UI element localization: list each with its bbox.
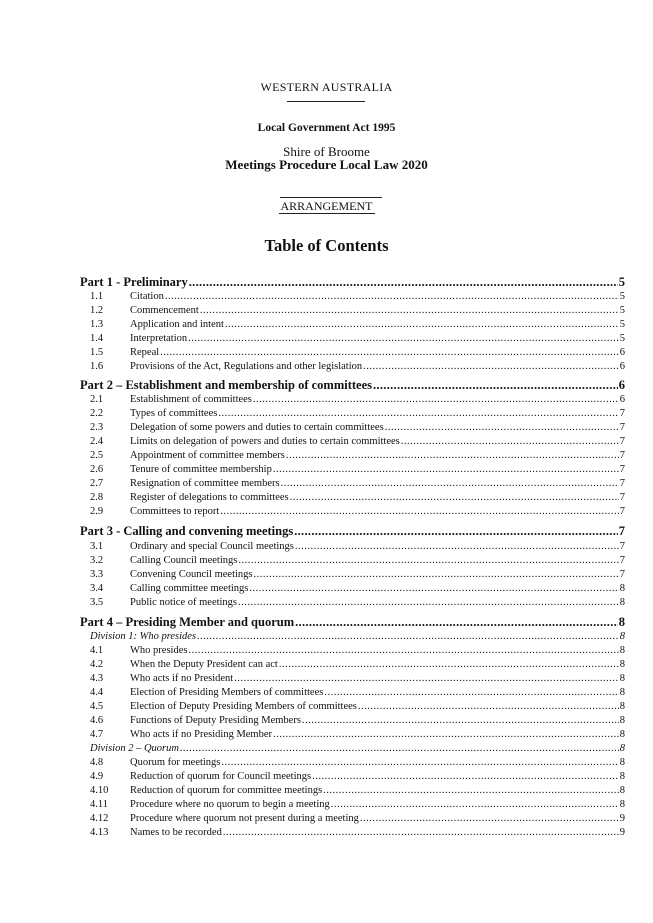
- dot-leader: [160, 347, 619, 358]
- toc-entry-title: Who acts if no President: [130, 673, 234, 684]
- toc-entry-number: 4.3: [90, 673, 104, 684]
- toc-entry-title: Election of Presiding Members of committees: [130, 687, 324, 698]
- toc-page-number: 5: [619, 291, 625, 302]
- toc-page-number: 8: [619, 659, 625, 670]
- toc-section-entry[interactable]: [80, 305, 625, 316]
- toc-page-number: 7: [618, 524, 625, 538]
- toc-section-entry[interactable]: [80, 827, 625, 838]
- toc-page-number: 7: [619, 492, 625, 503]
- toc-section-entry[interactable]: [80, 715, 625, 726]
- toc-entry-title: Quorum for meetings: [130, 757, 221, 768]
- dot-leader: [331, 799, 619, 810]
- dot-leader: [238, 555, 618, 566]
- toc-section-entry[interactable]: [80, 813, 625, 824]
- toc-page-number: 8: [619, 597, 625, 608]
- dot-leader: [189, 275, 618, 290]
- toc-section-entry[interactable]: [80, 687, 625, 698]
- dot-leader: [295, 541, 619, 552]
- toc-section-entry[interactable]: [80, 506, 625, 517]
- toc-entry-number: 3.2: [90, 555, 104, 566]
- toc-entry-title: Calling committee meetings: [130, 583, 249, 594]
- toc-section-entry[interactable]: [80, 569, 625, 580]
- toc-entry-number: 2.9: [90, 506, 104, 517]
- arrangement-heading: ARRANGEMENT: [280, 199, 373, 213]
- toc-part-entry[interactable]: [80, 275, 625, 290]
- dot-leader: [385, 422, 619, 433]
- toc-entry-title: Procedure where quorum not present during a meeting: [130, 813, 359, 824]
- dot-leader: [220, 506, 619, 517]
- toc-entry-title: Commencement: [130, 305, 199, 316]
- toc-section-entry[interactable]: [80, 645, 625, 656]
- toc-entry-number: 3.5: [90, 597, 104, 608]
- dot-leader: [234, 673, 619, 684]
- toc-entry-title: Reduction of quorum for committee meetings: [130, 785, 323, 796]
- toc-page-number: 9: [619, 827, 625, 838]
- toc-entry-title: Register of delegations to committees: [130, 492, 289, 503]
- toc-entry-number: 1.5: [90, 347, 104, 358]
- toc-section-entry[interactable]: [80, 361, 625, 372]
- dot-leader: [254, 569, 619, 580]
- toc-entry-title: When the Deputy President can act: [130, 659, 278, 670]
- toc-page-number: 7: [619, 541, 625, 552]
- toc-section-entry[interactable]: [80, 583, 625, 594]
- toc-entry-number: 2.5: [90, 450, 104, 461]
- toc-entry-number: 1.3: [90, 319, 104, 330]
- toc-entry-number: 4.9: [90, 771, 104, 782]
- dot-leader: [281, 478, 619, 489]
- toc-entry-number: 2.8: [90, 492, 104, 503]
- toc-entry-number: 4.2: [90, 659, 104, 670]
- toc-section-entry[interactable]: [80, 422, 625, 433]
- dot-leader: [273, 464, 619, 475]
- toc-section-entry[interactable]: [80, 659, 625, 670]
- toc-page-number: 8: [619, 687, 625, 698]
- toc-page-number: 8: [619, 631, 625, 642]
- toc-division-entry[interactable]: [80, 631, 625, 642]
- toc-part-entry[interactable]: [80, 524, 625, 539]
- toc-section-entry[interactable]: [80, 450, 625, 461]
- toc-page-number: 9: [619, 813, 625, 824]
- toc-entry-number: 2.3: [90, 422, 104, 433]
- dot-leader: [373, 378, 618, 393]
- toc-page-number: 8: [619, 715, 625, 726]
- toc-entry-number: 4.7: [90, 729, 104, 740]
- dot-leader: [273, 729, 619, 740]
- toc-section-entry[interactable]: [80, 757, 625, 768]
- toc-page-number: 8: [618, 615, 625, 629]
- toc-entry-title: Tenure of committee membership: [130, 464, 272, 475]
- dot-leader: [180, 743, 619, 754]
- toc-entry-title: Who acts if no Presiding Member: [130, 729, 273, 740]
- toc-section-entry[interactable]: [80, 729, 625, 740]
- toc-page-number: 8: [619, 771, 625, 782]
- toc-entry-number: 2.2: [90, 408, 104, 419]
- dot-leader: [290, 492, 619, 503]
- toc-page-number: 7: [619, 569, 625, 580]
- toc-page-number: 6: [619, 347, 625, 358]
- toc-entry-title: Limits on delegation of powers and duties to certain committees: [130, 436, 400, 447]
- toc-page-number: 8: [619, 673, 625, 684]
- toc-entry-title: Division 2 – Quorum: [90, 743, 179, 754]
- divider-rule: [280, 197, 382, 198]
- toc-page-number: 7: [619, 422, 625, 433]
- toc-entry-title: Reduction of quorum for Council meetings: [130, 771, 312, 782]
- toc-page-number: 7: [619, 478, 625, 489]
- law-title: Meetings Procedure Local Law 2020: [225, 157, 428, 172]
- toc-division-entry[interactable]: [80, 743, 625, 754]
- toc-section-entry[interactable]: [80, 347, 625, 358]
- toc-section-entry[interactable]: [80, 478, 625, 489]
- toc-entry-number: 3.4: [90, 583, 104, 594]
- dot-leader: [324, 687, 618, 698]
- toc-entry-number: 4.4: [90, 687, 104, 698]
- dot-leader: [221, 757, 618, 768]
- dot-leader: [188, 645, 618, 656]
- toc-entry-number: 1.1: [90, 291, 104, 302]
- toc-entry-number: 3.3: [90, 569, 104, 580]
- toc-page-number: 8: [619, 583, 625, 594]
- toc-entry-number: 2.1: [90, 394, 104, 405]
- toc-entry-number: 4.8: [90, 757, 104, 768]
- toc-entry-number: 2.7: [90, 478, 104, 489]
- toc-entry-number: 2.6: [90, 464, 104, 475]
- dot-leader: [225, 319, 619, 330]
- toc-page-number: 5: [619, 319, 625, 330]
- dot-leader: [401, 436, 619, 447]
- dot-leader: [238, 597, 619, 608]
- toc-page-number: 8: [619, 799, 625, 810]
- toc-entry-title: Provisions of the Act, Regulations and other legislation: [130, 361, 363, 372]
- toc-entry-title: Division 1: Who presides: [90, 631, 197, 642]
- toc-section-entry[interactable]: [80, 408, 625, 419]
- dot-leader: [197, 631, 619, 642]
- toc-entry-title: Part 3 - Calling and convening meetings: [80, 524, 294, 538]
- toc-page-number: 7: [619, 555, 625, 566]
- toc-entry-title: Part 4 – Presiding Member and quorum: [80, 615, 295, 629]
- toc-entry-title: Convening Council meetings: [130, 569, 253, 580]
- toc-section-entry[interactable]: [80, 291, 625, 302]
- dot-leader: [253, 394, 619, 405]
- dot-leader: [286, 450, 619, 461]
- toc-page-number: 5: [619, 305, 625, 316]
- toc-section-entry[interactable]: [80, 394, 625, 405]
- toc-entry-title: Functions of Deputy Presiding Members: [130, 715, 301, 726]
- toc-entry-number: 4.10: [90, 785, 109, 796]
- toc-entry-title: Resignation of committee members: [130, 478, 280, 489]
- dot-leader: [312, 771, 619, 782]
- toc-entry-title: Repeal: [130, 347, 160, 358]
- toc-page-number: 7: [619, 464, 625, 475]
- toc-page-number: 5: [618, 275, 625, 289]
- shire-name: Shire of Broome: [283, 144, 370, 159]
- toc-entry-title: Ordinary and special Council meetings: [130, 541, 294, 552]
- toc-entry-number: 4.6: [90, 715, 104, 726]
- toc-part-entry[interactable]: [80, 615, 625, 630]
- toc-page-number: 7: [619, 506, 625, 517]
- toc-entry-number: 4.1: [90, 645, 104, 656]
- toc-entry-title: Part 2 – Establishment and membership of committees: [80, 378, 372, 392]
- toc-entry-number: 1.2: [90, 305, 104, 316]
- toc-entry-number: 2.4: [90, 436, 104, 447]
- dot-leader: [363, 361, 619, 372]
- dot-leader: [295, 615, 618, 630]
- toc-entry-title: Committees to report: [130, 506, 220, 517]
- toc-section-entry[interactable]: [80, 673, 625, 684]
- toc-title: Table of Contents: [264, 236, 389, 255]
- toc-entry-title: Names to be recorded: [130, 827, 222, 838]
- toc-section-entry[interactable]: [80, 319, 625, 330]
- toc-entry-title: Delegation of some powers and duties to certain committees: [130, 422, 384, 433]
- act-title: Local Government Act 1995: [257, 122, 396, 134]
- toc-entry-number: 4.11: [90, 799, 108, 810]
- toc-entry-number: 4.13: [90, 827, 109, 838]
- dot-leader: [358, 701, 619, 712]
- dot-leader: [302, 715, 619, 726]
- toc-entry-number: 1.4: [90, 333, 104, 344]
- dot-leader: [294, 524, 618, 539]
- toc-section-entry[interactable]: [80, 492, 625, 503]
- toc-page-number: 8: [619, 729, 625, 740]
- toc-entry-title: Application and intent: [130, 319, 224, 330]
- toc-entry-title: Who presides: [130, 645, 188, 656]
- toc-page-number: 8: [619, 743, 625, 754]
- toc-page-number: 8: [619, 757, 625, 768]
- dot-leader: [249, 583, 618, 594]
- toc-entry-title: Election of Deputy Presiding Members of committees: [130, 701, 357, 712]
- divider-rule: [287, 101, 365, 102]
- toc-section-entry[interactable]: [80, 333, 625, 344]
- toc-section-entry[interactable]: [80, 785, 625, 796]
- toc-entry-title: Establishment of committees: [130, 394, 252, 405]
- jurisdiction-heading: WESTERN AUSTRALIA: [260, 80, 393, 94]
- toc-section-entry[interactable]: [80, 541, 625, 552]
- dot-leader: [218, 408, 618, 419]
- toc-entry-title: Interpretation: [130, 333, 188, 344]
- dot-leader: [188, 333, 619, 344]
- dot-leader: [360, 813, 619, 824]
- dot-leader: [165, 291, 619, 302]
- toc-section-entry[interactable]: [80, 464, 625, 475]
- toc-page-number: 7: [619, 436, 625, 447]
- toc-entry-title: Public notice of meetings: [130, 597, 238, 608]
- toc-page-number: 6: [619, 361, 625, 372]
- toc-page-number: 8: [619, 785, 625, 796]
- toc-page-number: 7: [619, 450, 625, 461]
- toc-entry-number: 1.6: [90, 361, 104, 372]
- toc-page-number: 6: [618, 378, 625, 392]
- dot-leader: [323, 785, 619, 796]
- toc-entry-number: 3.1: [90, 541, 104, 552]
- toc-section-entry[interactable]: [80, 771, 625, 782]
- dot-leader: [279, 659, 619, 670]
- dot-leader: [223, 827, 619, 838]
- toc-section-entry[interactable]: [80, 701, 625, 712]
- dot-leader: [200, 305, 619, 316]
- toc-entry-number: 4.12: [90, 813, 109, 824]
- toc-section-entry[interactable]: [80, 436, 625, 447]
- toc-entry-title: Procedure where no quorum to begin a meeting: [130, 799, 330, 810]
- toc-section-entry[interactable]: [80, 555, 625, 566]
- toc-entry-title: Types of committees: [130, 408, 218, 419]
- toc-section-entry[interactable]: [80, 799, 625, 810]
- toc-section-entry[interactable]: [80, 597, 625, 608]
- toc-page-number: 5: [619, 333, 625, 344]
- toc-page-number: 8: [619, 645, 625, 656]
- toc-part-entry[interactable]: [80, 378, 625, 393]
- toc-page-number: 6: [619, 394, 625, 405]
- toc-page-number: 7: [619, 408, 625, 419]
- toc-page-number: 8: [619, 701, 625, 712]
- toc-entry-title: Part 1 - Preliminary: [80, 275, 188, 289]
- toc-entry-title: Citation: [130, 291, 164, 302]
- toc-entry-number: 4.5: [90, 701, 104, 712]
- toc-entry-title: Appointment of committee members: [130, 450, 285, 461]
- toc-entry-title: Calling Council meetings: [130, 555, 238, 566]
